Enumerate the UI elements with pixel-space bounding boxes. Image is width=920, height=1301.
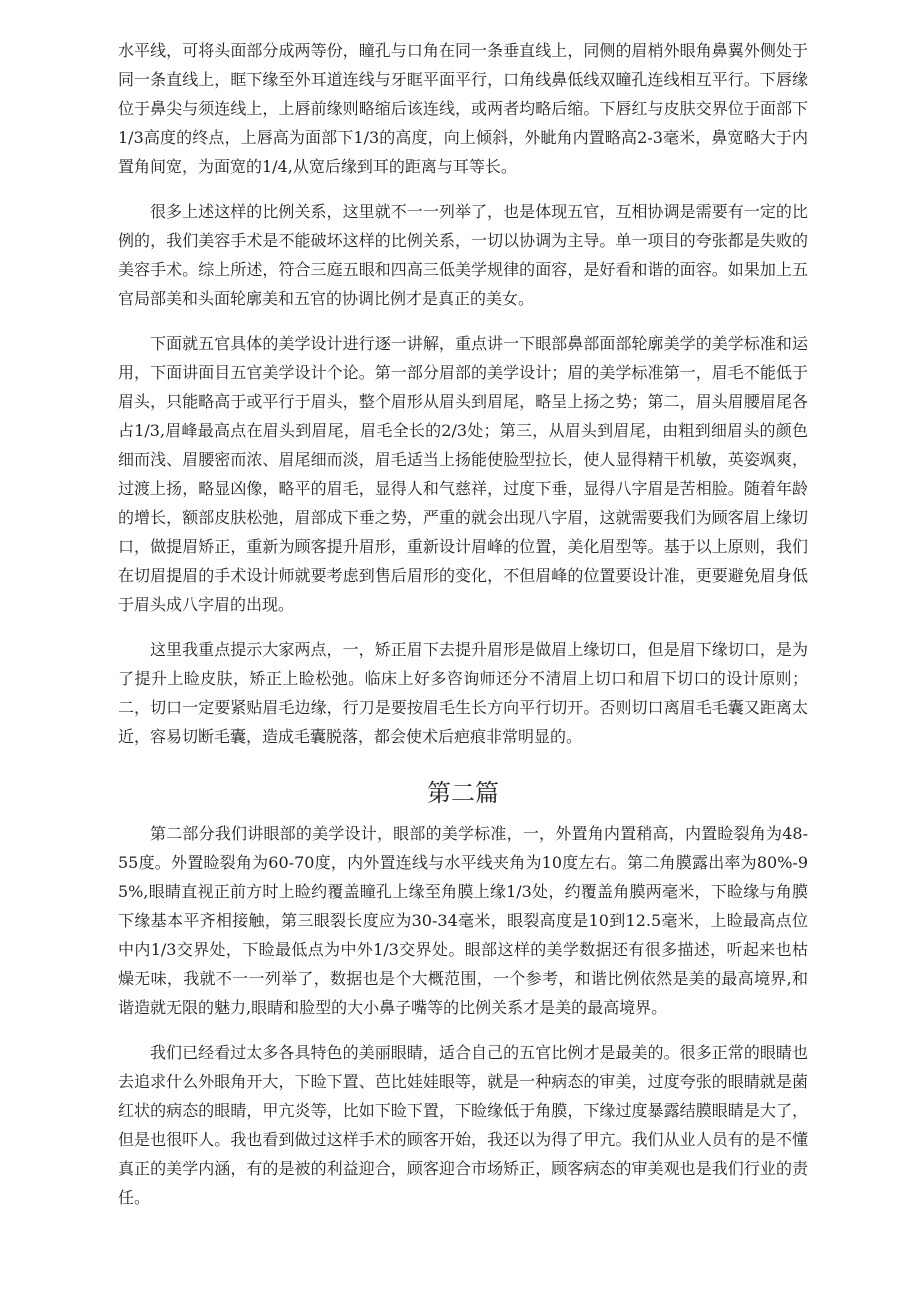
paragraph: 水平线，可将头面部分成两等份，瞳孔与口角在同一条垂直线上，同侧的眉梢外眼角鼻翼外侧处于同一条直线上，眶下缘至外耳道连线与牙眶平面平行，口角线鼻低线双瞳孔连线相互平行。下唇缘位于鼻尖与须连线上，上唇前缘则略缩后该连线，或两者均略后缩。下唇红与皮肤交界位于面部下1/3高度的终点，上唇高为面部下1/3的高度，向上倾斜，外眦角内置略高2-3毫米，鼻宽略大于内置角间宽，为面宽的1/4,从宽后缘到耳的距离与耳等长。 xyxy=(118,41,808,176)
section-title: 第二篇 xyxy=(427,779,499,807)
paragraph: 下面就五官具体的美学设计进行逐一讲解，重点讲一下眼部鼻部面部轮廓美学的美学标准和运用，下面讲面目五官美学设计个论。第一部分眉部的美学设计；眉的美学标准第一，眉毛不能低于眉头，只能略高于或平行于眉头，整个眉形从眉头到眉尾，略呈上扬之势；第二，眉头眉腰眉尾各占1/3,眉峰最高点在眉头到眉尾，眉毛全长的2/3处；第三，从眉头到眉尾，由粗到细眉头的颜色细而浅、眉腰密而浓、眉尾细而淡，眉毛适当上扬能使脸型拉长，使人显得精干机敏，英姿飒爽，过渡上扬，略显凶像，略平的眉毛，显得人和气慈祥，过度下垂，显得八字眉是苦相脸。随着年龄的增长，额部皮肤松弛，眉部成下垂之势，严重的就会出现八字眉，这就需要我们为顾客眉上缘切口，做提眉矫正，重新为顾客提升眉形，重新设计眉峰的位置，美化眉型等。基于以上原则，我们在切眉提眉的手术设计师就要考虑到售后眉形的变化，不但眉峰的位置要设计准，更要避免眉身低于眉头成八字眉的出现。 xyxy=(118,334,808,614)
paragraph: 这里我重点提示大家两点，一，矫正眉下去提升眉形是做眉上缘切口，但是眉下缘切口，是为了提升上睑皮肤，矫正上睑松弛。临床上好多咨询师还分不清眉上切口和眉下切口的设计原则；二，切口一定要紧贴眉毛边缘，行刀是要按眉毛生长方向平行切开。否则切口离眉毛毛囊又距离太近，容易切断毛囊，造成毛囊脱落，都会使术后疤痕非常明显的。 xyxy=(118,640,808,746)
document-page xyxy=(118,36,808,1228)
paragraph: 我们已经看过太多各具特色的美丽眼睛，适合自己的五官比例才是最美的。很多正常的眼睛也去追求什么外眼角开大，下睑下置、芭比娃娃眼等，就是一种病态的审美，过度夸张的眼睛就是菌红状的病态的眼睛，甲亢炎等，比如下睑下置，下睑缘低于角膜，下缘过度暴露结膜眼睛是大了，但是也很吓人。我也看到做过这样手术的顾客开始，我还以为得了甲亢。我们从业人员有的是不懂真正的美学内涵，有的是被的利益迎合，顾客迎合市场矫正，顾客病态的审美观也是我们行业的责任。 xyxy=(118,1043,808,1207)
paragraph: 很多上述这样的比例关系，这里就不一一列举了，也是体现五官，互相协调是需要有一定的比例的，我们美容手术是不能破坏这样的比例关系，一切以协调为主导。单一项目的夸张都是失败的美容手术。综上所述，符合三庭五眼和四高三低美学规律的面容，是好看和谐的面容。如果加上五官局部美和头面轮廓美和五官的协调比例才是真正的美女。 xyxy=(118,202,808,308)
paragraph: 第二部分我们讲眼部的美学设计，眼部的美学标准，一，外置角内置稍高，内置睑裂角为48-55度。外置睑裂角为60-70度，内外置连线与水平线夹角为10度左右。第二角膜露出率为80%-95%,眼睛直视正前方时上睑约覆盖瞳孔上缘至角膜上缘1/3处，约覆盖角膜两毫米，下睑缘与角膜下缘基本平齐相接触，第三眼裂长度应为30-34毫米，眼裂高度是10到12.5毫米，上睑最高点位中内1/3交界处，下睑最低点为中外1/3交界处。眼部这样的美学数据还有很多描述，听起来也枯燥无味，我就不一一列举了，数据也是个大概范围，一个参考，和谐比例依然是美的最高境界,和谐造就无限的魅力,眼睛和脸型的大小鼻子嘴等的比例关系才是美的最高境界。 xyxy=(118,824,808,1017)
